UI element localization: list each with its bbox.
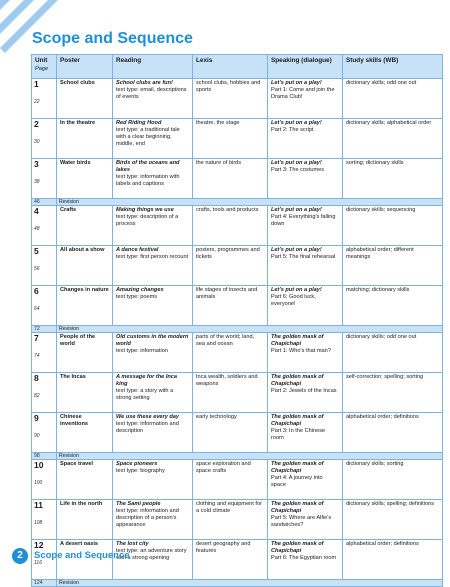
study-skills-cell: dictionary skills; odd one out <box>343 79 443 119</box>
revision-label: Revision <box>57 580 443 587</box>
table-row <box>32 460 443 500</box>
unit-number: 8 <box>34 373 39 383</box>
speaking-cell <box>268 373 343 413</box>
poster-cell: Life in the north <box>57 500 113 540</box>
study-skills-cell: alphabetical order; definitions <box>343 540 443 580</box>
unit-cell <box>32 413 57 453</box>
revision-row <box>32 199 443 206</box>
unit-number: 1 <box>34 79 39 89</box>
lexis-cell: posters, programmes and tickets <box>193 246 268 286</box>
unit-number: 6 <box>34 286 39 296</box>
study-skills-cell: dictionary skills; sequencing <box>343 206 443 246</box>
header-reading: Reading <box>113 55 193 79</box>
unit-cell <box>32 79 57 119</box>
study-skills-cell: alphabetical order; definitions <box>343 413 443 453</box>
speaking-cell <box>268 333 343 373</box>
unit-cell <box>32 119 57 159</box>
poster-cell: People of the world <box>57 333 113 373</box>
unit-page: 56 <box>34 266 40 273</box>
speaking-title: The golden mask of Chapichapi <box>271 414 324 428</box>
reading-text: text type: a traditional tale with a clear beginning, middle, end <box>116 127 180 148</box>
reading-title: Space pioneers <box>116 461 158 467</box>
unit-number: 7 <box>34 333 39 343</box>
speaking-title: Let's put on a play! <box>271 287 322 293</box>
page-title: Scope and Sequence <box>32 30 193 47</box>
footer-page-number: 2 <box>12 548 28 564</box>
study-skills-cell: sorting; dictionary skills <box>343 159 443 199</box>
reading-text: text type: poems <box>116 294 158 301</box>
reading-cell <box>113 119 193 159</box>
unit-number: 10 <box>34 460 44 470</box>
revision-row <box>32 580 443 587</box>
speaking-cell <box>268 246 343 286</box>
revision-row <box>32 326 443 333</box>
unit-cell <box>32 159 57 199</box>
speaking-title: Let's put on a play! <box>271 120 322 126</box>
reading-text: text type: first person recount <box>116 254 189 261</box>
reading-text: text type: description of a process <box>116 214 179 228</box>
speaking-cell <box>268 540 343 580</box>
reading-cell <box>113 159 193 199</box>
table-row <box>32 79 443 119</box>
speaking-text: Part 4: Everything's falling down <box>271 214 336 228</box>
unit-number: 5 <box>34 246 39 256</box>
lexis-cell: Inca wealth, soldiers and weapons <box>193 373 268 413</box>
poster-cell: Changes in nature <box>57 286 113 326</box>
lexis-cell: desert geography and features <box>193 540 268 580</box>
poster-cell: Crafts <box>57 206 113 246</box>
lexis-cell: life stages of insects and animals <box>193 286 268 326</box>
reading-title: The Sami people <box>116 501 161 507</box>
poster-cell: All about a show <box>57 246 113 286</box>
speaking-title: The golden mask of Chapichapi <box>271 334 324 348</box>
speaking-text: Part 1: Who's that man? <box>271 348 331 355</box>
revision-page: 124 <box>32 580 57 587</box>
reading-cell <box>113 500 193 540</box>
reading-text: text type: email, descriptions of events <box>116 87 187 101</box>
speaking-text: Part 2: Jewels of the Incas <box>271 388 337 395</box>
unit-number: 4 <box>34 206 39 216</box>
reading-cell <box>113 373 193 413</box>
speaking-text: Part 6: Good luck, everyone! <box>271 294 316 308</box>
reading-title: Old customs in the modern world <box>116 334 189 348</box>
revision-row <box>32 453 443 460</box>
unit-cell <box>32 333 57 373</box>
unit-page: 48 <box>34 226 40 233</box>
speaking-text: Part 2: The script <box>271 127 314 134</box>
lexis-cell: parts of the world; land, sea and ocean <box>193 333 268 373</box>
speaking-text: Part 6: The Egyptian room <box>271 555 337 562</box>
study-skills-cell: dictionary skills; odd one out <box>343 333 443 373</box>
reading-cell <box>113 286 193 326</box>
speaking-cell <box>268 79 343 119</box>
speaking-title: Let's put on a play! <box>271 247 322 253</box>
reading-text: text type: biography <box>116 468 165 475</box>
lexis-cell: school clubs, hobbies and sports <box>193 79 268 119</box>
revision-label: Revision <box>57 199 443 206</box>
speaking-text: Part 3: The costumes <box>271 167 325 174</box>
unit-cell <box>32 206 57 246</box>
table-row <box>32 413 443 453</box>
reading-title: Red Riding Hood <box>116 120 162 126</box>
revision-page: 72 <box>32 326 57 333</box>
speaking-title: The golden mask of Chapichapi <box>271 461 324 475</box>
unit-number: 11 <box>34 500 43 510</box>
speaking-text: Part 5: The final rehearsal <box>271 254 336 261</box>
unit-cell <box>32 286 57 326</box>
unit-page: 108 <box>34 520 43 527</box>
table-row <box>32 500 443 540</box>
unit-page: 22 <box>34 99 40 106</box>
unit-page: 82 <box>34 393 40 400</box>
revision-page: 98 <box>32 453 57 460</box>
reading-title: Amazing changes <box>116 287 164 293</box>
unit-number: 2 <box>34 119 39 129</box>
scope-sequence-table <box>31 54 443 587</box>
table-row <box>32 206 443 246</box>
lexis-cell: theatre, the stage <box>193 119 268 159</box>
study-skills-cell: alphabetical order; different meanings <box>343 246 443 286</box>
speaking-title: Let's put on a play! <box>271 80 322 86</box>
speaking-cell <box>268 206 343 246</box>
reading-text: text type: a story with a strong setting <box>116 388 174 402</box>
poster-cell: The Incas <box>57 373 113 413</box>
revision-label: Revision <box>57 326 443 333</box>
speaking-text: Part 3: In the Chinese room <box>271 428 326 442</box>
unit-page: 116 <box>34 560 42 567</box>
reading-cell <box>113 333 193 373</box>
table-header-row <box>32 55 443 79</box>
unit-page: 74 <box>34 353 40 360</box>
header-lexis: Lexis <box>193 55 268 79</box>
speaking-text: Part 4: A journey into space <box>271 475 323 489</box>
reading-cell <box>113 413 193 453</box>
speaking-cell <box>268 286 343 326</box>
study-skills-cell: matching; dictionary skills <box>343 286 443 326</box>
table-row <box>32 373 443 413</box>
reading-text: text type: information with labels and captions <box>116 174 180 188</box>
unit-cell <box>32 373 57 413</box>
header-poster: Poster <box>57 55 113 79</box>
lexis-cell: clothing and equipment for a cold climate <box>193 500 268 540</box>
poster-cell: Space travel <box>57 460 113 500</box>
unit-page: 30 <box>34 139 40 146</box>
table-row <box>32 286 443 326</box>
reading-cell <box>113 460 193 500</box>
lexis-cell: space exploration and space crafts <box>193 460 268 500</box>
speaking-cell <box>268 460 343 500</box>
reading-title: School clubs are fun! <box>116 80 173 86</box>
speaking-title: The golden mask of Chapichapi <box>271 541 324 555</box>
header-study-skills: Study skills (WB) <box>343 55 443 79</box>
speaking-title: The golden mask of Chapichapi <box>271 374 324 388</box>
lexis-cell: the nature of birds <box>193 159 268 199</box>
footer-text: Scope and Sequence <box>34 550 130 561</box>
table-row <box>32 119 443 159</box>
unit-page: 38 <box>34 179 40 186</box>
poster-cell: School clubs <box>57 79 113 119</box>
reading-cell <box>113 79 193 119</box>
poster-cell: In the theatre <box>57 119 113 159</box>
unit-page: 64 <box>34 306 40 313</box>
reading-title: Birds of the oceans and lakes <box>116 160 180 174</box>
reading-title: Making things we use <box>116 207 174 213</box>
table-row <box>32 246 443 286</box>
poster-cell: Water birds <box>57 159 113 199</box>
unit-number: 3 <box>34 159 39 169</box>
unit-number: 12 <box>34 540 44 550</box>
study-skills-cell: dictionary skills; sorting <box>343 460 443 500</box>
reading-title: We use these every day <box>116 414 180 420</box>
reading-title: The lost city <box>116 541 149 547</box>
unit-number: 9 <box>34 413 39 423</box>
header-unit: Unit Page <box>32 55 57 79</box>
reading-text: text type: information and description <box>116 421 179 435</box>
speaking-cell <box>268 119 343 159</box>
reading-text: text type: an adventure story with a strong opening <box>116 548 187 562</box>
unit-page: 100 <box>34 480 43 487</box>
unit-page: 90 <box>34 433 40 440</box>
unit-cell <box>32 460 57 500</box>
speaking-cell <box>268 413 343 453</box>
lexis-cell: early technology <box>193 413 268 453</box>
reading-cell <box>113 246 193 286</box>
speaking-title: Let's put on a play! <box>271 160 322 166</box>
unit-cell <box>32 246 57 286</box>
table-row <box>32 333 443 373</box>
speaking-text: Part 1: Come and join the Drama Club! <box>271 87 335 101</box>
revision-label: Revision <box>57 453 443 460</box>
poster-cell: Chinese inventions <box>57 413 113 453</box>
study-skills-cell: dictionary skills; alphabetical order <box>343 119 443 159</box>
revision-page: 46 <box>32 199 57 206</box>
speaking-cell <box>268 159 343 199</box>
reading-cell <box>113 206 193 246</box>
header-speaking: Speaking (dialogue) <box>268 55 343 79</box>
poster-cell: A desert oasis <box>57 540 113 580</box>
reading-text: text type: information and description of a person's appearance <box>116 508 179 529</box>
table-row <box>32 159 443 199</box>
reading-text: text type: information <box>116 348 168 355</box>
study-skills-cell: self-correction; spelling; sorting <box>343 373 443 413</box>
study-skills-cell: dictionary skills; spelling; definitions <box>343 500 443 540</box>
speaking-cell <box>268 500 343 540</box>
speaking-title: Let's put on a play! <box>271 207 322 213</box>
speaking-text: Part 5: Where are Alfie's sandwiches? <box>271 515 332 529</box>
lexis-cell: crafts, tools and products <box>193 206 268 246</box>
unit-cell <box>32 500 57 540</box>
reading-title: A message for the Inca king <box>116 374 178 388</box>
speaking-title: The golden mask of Chapichapi <box>271 501 324 515</box>
reading-title: A dance festival <box>116 247 159 253</box>
